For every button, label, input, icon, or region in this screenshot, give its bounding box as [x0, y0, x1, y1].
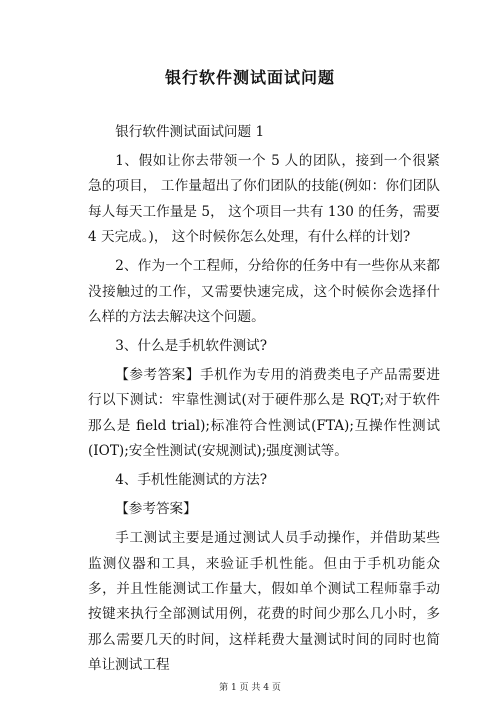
- document-body: [88, 120, 440, 682]
- paragraph-question-1: 1、假如让你去带领一个 5 人的团队，接到一个很紧急的项目， 工作量超出了你们团队的技能(例如：你们团队每人每天工作量是 5， 这个项目一共有 130 的任务，需要 4 天完成。)， 这个时候你怎么处理，有什么样的计划?: [88, 153, 440, 246]
- page-footer: 第 1 页 共 4 页: [219, 683, 281, 693]
- paragraph-question-3: 3、什么是手机软件测试?: [115, 338, 268, 355]
- document-title: 银行软件测试面试问题: [164, 68, 335, 87]
- paragraph-answer-4: 手工测试主要是通过测试人员手动操作，并借助某些监测仪器和工具，来验证手机性能。但由于手机功能众多，并且性能测试工作量大，假如单个测试工程师靠手动按键来执行全部测试用例，花费的时间少那么几小时，多那么需要几天的时间，这样耗费大量测试时间的同时也简单让测试工程: [88, 530, 440, 674]
- paragraph-question-2: 2、作为一个工程师，分给你的任务中有一些你从来都没接触过的工作，又需要快速完成，这个时候你会选择什么样的方法去解决这个问题。: [88, 258, 440, 326]
- paragraph-answer-3: 【参考答案】手机作为专用的消费类电子产品需要进行以下测试：牢靠性测试(对于硬件那么是 RQT;对于软件那么是 field trial);标准符合性测试(FTA);互操作性测试(IOT);安全性测试(安规测试);强度测试等。: [88, 367, 440, 460]
- paragraph-question-4: 4、手机性能测试的方法?: [115, 472, 268, 489]
- paragraph-heading: 银行软件测试面试问题 1: [115, 124, 265, 140]
- paragraph-answer-label: 【参考答案】: [115, 501, 197, 518]
